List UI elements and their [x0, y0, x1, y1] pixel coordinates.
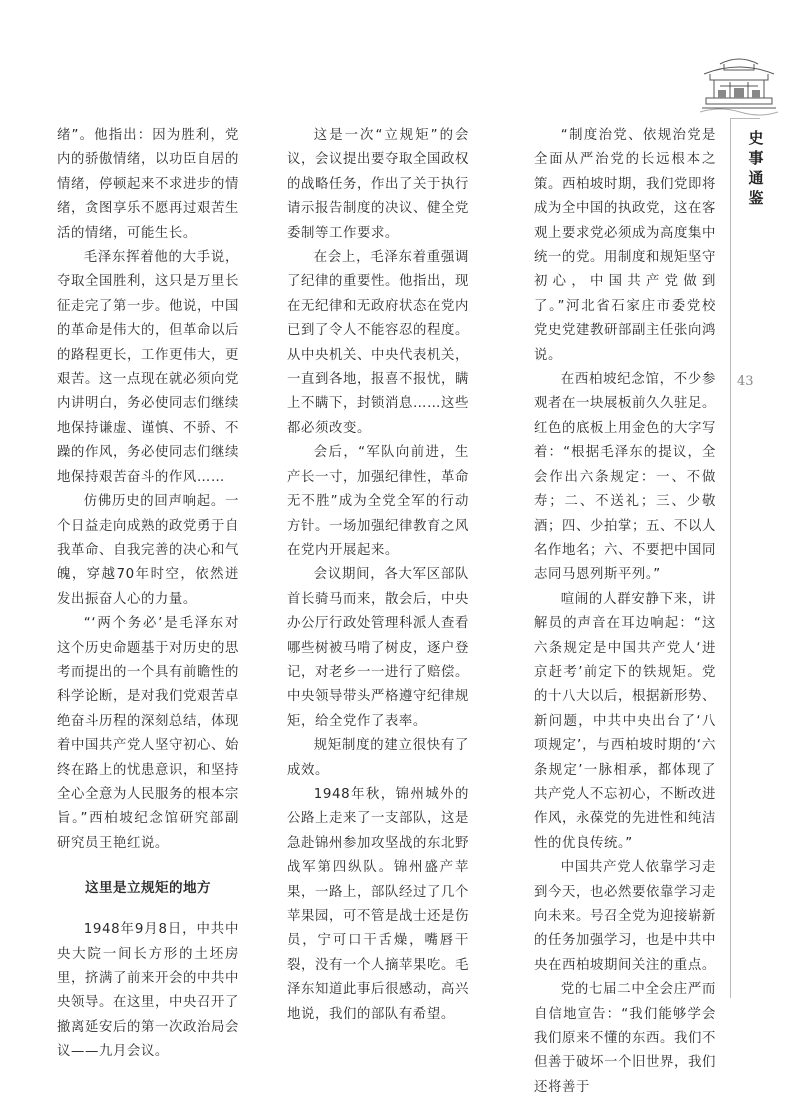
article-column-3: [534, 124, 716, 1100]
paragraph: 喧闹的人群安静下来，讲解员的声音在耳边响起：“这六条规定是中国共产党人‘进京赶考’前定下的铁规矩。党的十八大以后，根据新形势、新问题，中共中央出台了‘八项规定’，与西柏坡时期的‘六条规定’一脉相承，都体现了共产党人不忘初心，不断改进作风，永葆党的先进性和纯洁性的优良传统。”: [534, 591, 716, 851]
section-heading: 这里是立规矩的地方: [85, 880, 211, 897]
sidebar-divider: [730, 118, 731, 998]
paragraph: 这是一次“立规矩”的会议，会议提出要夺取全国政权的战略任务，作出了关于执行请示报告制度的决议、健全党委制等工作要求。: [287, 128, 469, 241]
page-number: 43: [737, 374, 754, 389]
paragraph: 仿佛历史的回声响起。一个日益走向成熟的政党勇于自我革命、自我完善的决心和气魄，穿越70年时空，依然迸发出振奋人心的力量。: [57, 494, 239, 607]
paragraph: 会议期间，各大军区部队首长骑马而来，散会后，中央办公厅行政处管理科派人查看哪些树被马啃了树皮，逐户登记，对老乡一一进行了赔偿。中央领导带头严格遵守纪律规矩，给全党作了表率。: [287, 567, 469, 729]
paragraph: 中国共产党人依靠学习走到今天，也必然要依靠学习走向未来。号召全党为迎接崭新的任务加强学习，也是中共中央在西柏坡期间关注的重点。: [534, 860, 716, 973]
sidebar-tick: [730, 118, 760, 119]
paragraph: 1948年9月8日，中共中央大院一间长方形的土坯房里，挤满了前来开会的中共中央领导。在这里，中央召开了撤离延安后的第一次政治局会议——九月会议。: [57, 922, 239, 1060]
paragraph: “‘两个务必’是毛泽东对这个历史命题基于对历史的思考而提出的一个具有前瞻性的科学论断，是对我们党艰苦卓绝奋斗历程的深刻总结，体现着中国共产党人坚守初心、始终在路上的忧患意识，和坚持全心全意为人民服务的根本宗旨。”西柏坡纪念馆研究部副研究员王艳红说。: [57, 616, 239, 851]
pavilion-icon: [700, 52, 778, 118]
paragraph: 绪”。他指出：因为胜利，党内的骄傲情绪，以功臣自居的情绪，停顿起来不求进步的情绪，贪图享乐不愿再过艰苦生活的情绪，可能生长。: [57, 128, 239, 241]
section-title: 史事通鉴: [748, 129, 764, 207]
paragraph: 会后，“军队向前进，生产长一寸，加强纪律性，革命无不胜”成为全党全军的行动方针。一场加强纪律教育之风在党内开展起来。: [287, 445, 469, 558]
paragraph: 在会上，毛泽东着重强调了纪律的重要性。他指出，现在无纪律和无政府状态在党内已到了令人不能容忍的程度。从中央机关、中央代表机关，一直到各地，报喜不报忧，瞒上不瞒下，封锁消息……这些都必须改变。: [287, 250, 469, 436]
paragraph: 在西柏坡纪念馆，不少参观者在一块展板前久久驻足。红色的底板上用金色的大字写着：“根据毛泽东的提议，全会作出六条规定：一、不做寿；二、不送礼；三、少敬酒；四、少拍掌；五、不以人名作地名；六、不要把中国同志同马恩列斯平列。”: [534, 372, 716, 583]
paragraph: 规矩制度的建立很快有了成效。: [287, 738, 469, 778]
article-column-2: [287, 124, 469, 1027]
paragraph: 1948年秋，锦州城外的公路上走来了一支部队，这是急赴锦州参加攻坚战的东北野战军第四纵队。锦州盛产苹果，一路上，部队经过了几个苹果园，可不管是战士还是伤员，宁可口干舌燥，嘴唇干裂，没有一个人摘苹果吃。毛泽东知道此事后很感动，高兴地说，我们的部队有希望。: [287, 786, 469, 1022]
paragraph: 毛泽东挥着他的大手说，夺取全国胜利，这只是万里长征走完了第一步。他说，中国的革命是伟大的，但革命以后的路程更长，工作更伟大，更艰苦。这一点现在就必须向党内讲明白，务必使同志们继续地保持谦虚、谨慎、不骄、不躁的作风，务必使同志们继续地保持艰苦奋斗的作风……: [57, 250, 239, 485]
article-column-1: [57, 124, 239, 1065]
paragraph: “制度治党、依规治党是全面从严治党的长远根本之策。西柏坡时期，我们党即将成为全中国的执政党，这在客观上要求党必须成为高度集中统一的党。用制度和规矩坚守初心，中国共产党做到了。”河北省石家庄市委党校党史党建教研部副主任张向鸿说。: [534, 128, 716, 363]
paragraph: 党的七届二中全会庄严而自信地宣告：“我们能够学会我们原来不懂的东西。我们不但善于破坏一个旧世界，我们还将善于: [534, 982, 716, 1095]
